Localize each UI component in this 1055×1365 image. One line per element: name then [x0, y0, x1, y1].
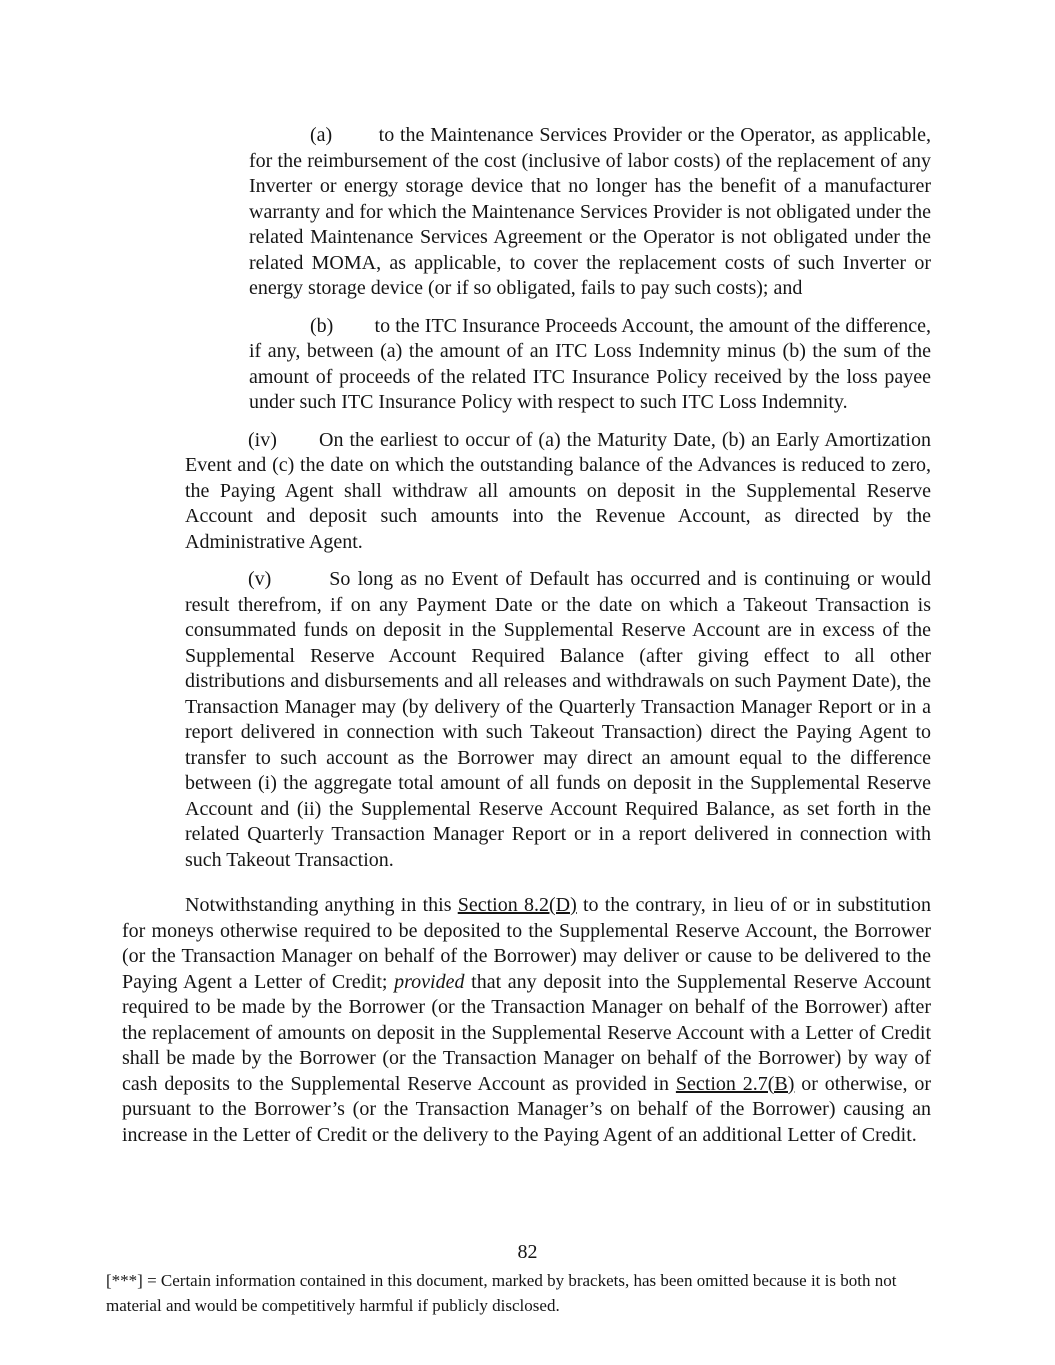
- text-segment-normal: that any deposit into the Supplemental Reserve Account required to be made by the Borrower (or the Transaction Manager on behalf of the Borrower) after the replacement of amounts on deposit in the Supplemental Reserve Account with a Letter of Credit shall be made by the Borrower (or the Transaction Manager on behalf of the Borrower) by way of cash deposits to the Supplemental Reserve Account as provided in: [122, 970, 931, 1095]
- text-segment-normal: to the contrary, in lieu of or in substitution for moneys otherwise required to be deposited to the Supplemental Reserve Account, the Borrower (or the Transaction Manager on behalf of the Borrower) may deliver or cause to be delivered to the Paying Agent a Letter of Credit;: [122, 894, 931, 993]
- text-segment-normal: Notwithstanding anything in this: [185, 894, 458, 916]
- footnote: [***] = Certain information contained in this document, marked by brackets, has been omitted because it is both not material and would be competitively harmful if publicly disclosed.: [106, 1271, 897, 1315]
- paragraph-b: (b) to the ITC Insurance Proceeds Account, the amount of the difference, if any, between (a) the amount of an ITC Loss Indemnity minus (b) the sum of the amount of proceeds of the related ITC Insurance Policy received by the loss payee under such ITC Insurance Policy with respect to such ITC Loss Indemnity.: [249, 314, 931, 413]
- paragraph-iv: (iv) On the earliest to occur of (a) the Maturity Date, (b) an Early Amortization Event and (c) the date on which the outstanding balance of the Advances is reduced to zero, the Paying Agent shall withdraw all amounts on deposit in the Supplemental Reserve Account and deposit such amounts into the Revenue Account, as directed by the Administrative Agent.: [185, 428, 931, 553]
- text-segment-italic: provided: [394, 970, 465, 993]
- paragraph-a: (a) to the Maintenance Services Provider or the Operator, as applicable, for the reimbursement of the cost (inclusive of labor costs) of the replacement of any Inverter or energy storage device that no longer has the benefit of a manufacturer warranty and for which the Maintenance Services Provider is not obligated under the related Maintenance Services Agreement or the Operator is not obligated under the related MOMA, as applicable, to cover the replacement costs of such Inverter or energy storage device (or if so obligated, fails to pay such costs); and: [249, 124, 931, 299]
- page-footer: [0, 1240, 1055, 1318]
- text-segment-normal: or otherwise, or pursuant to the Borrower’s (or the Transaction Manager’s on behalf of the Borrower) causing an increase in the Letter of Credit or the delivery to the Paying Agent of an additional Letter of Credit.: [122, 1072, 931, 1146]
- page-number: 82: [517, 1241, 538, 1263]
- text-segment-underline: Section 8.2(D): [457, 894, 577, 916]
- paragraph-v: (v) So long as no Event of Default has occurred and is continuing or would result therefrom, if on any Payment Date or the date on which a Takeout Transaction is consummated funds on deposit in the Supplemental Reserve Account are in excess of the Supplemental Reserve Account Required Balance (after giving effect to all other distributions and disbursements and all releases and withdrawals on such Payment Date), the Transaction Manager may (by delivery of the Quarterly Transaction Manager Report or in a report delivered in connection with such Takeout Transaction) direct the Paying Agent to transfer to such account as the Borrower may direct an amount equal to the difference between (i) the aggregate total amount of all funds on deposit in the Supplemental Reserve Account and (ii) the Supplemental Reserve Account Required Balance, as set forth in the related Quarterly Transaction Manager Report or in a report delivered in connection with such Takeout Transaction.: [185, 568, 931, 871]
- text-segment-underline: Section 2.7(B): [675, 1072, 795, 1095]
- paragraph-closing: [122, 893, 931, 1148]
